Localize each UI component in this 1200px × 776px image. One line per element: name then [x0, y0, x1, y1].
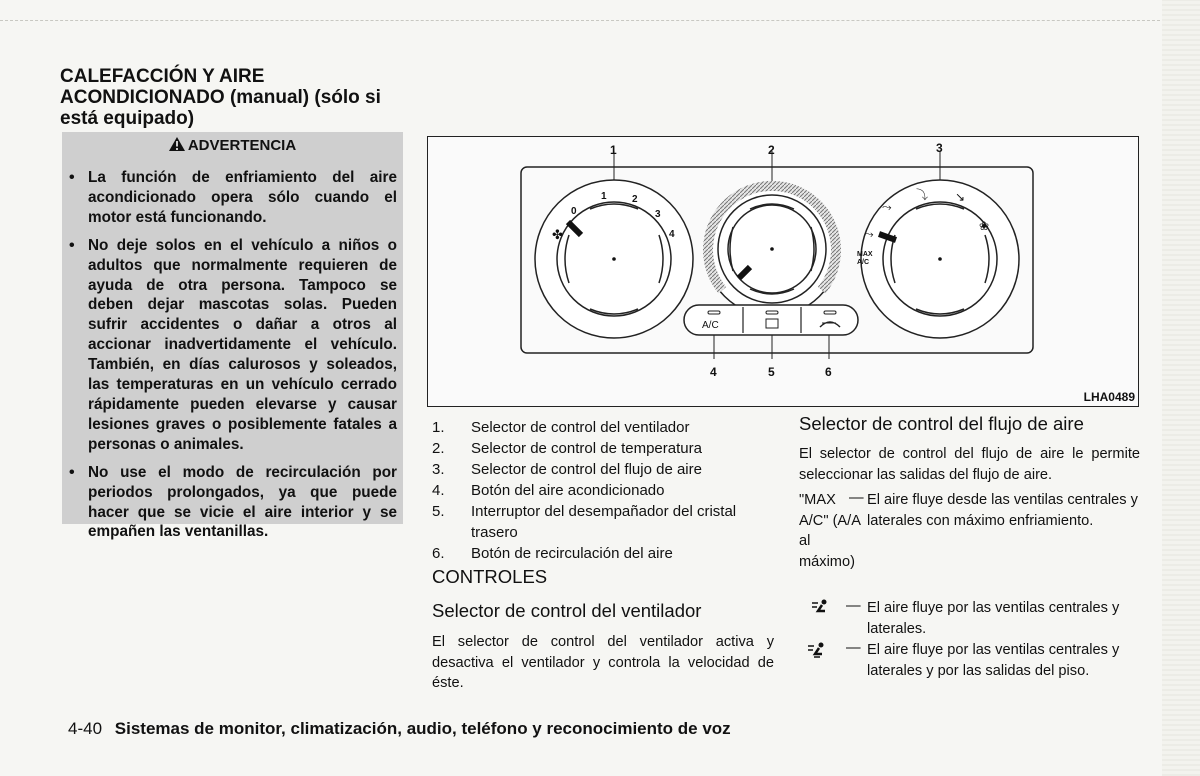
section-title: CALEFACCIÓN Y AIRE ACONDICIONADO (manual) (sólo si está equipado)	[60, 66, 381, 129]
legend-number: 1.	[432, 419, 445, 436]
legend-item	[432, 438, 777, 459]
climate-control-figure	[427, 136, 1139, 407]
callout-2: 2	[768, 143, 775, 157]
warning-list	[62, 168, 403, 542]
callout-5: 5	[768, 365, 775, 379]
legend-item	[432, 501, 777, 543]
legend-number: 5.	[432, 503, 445, 520]
warning-triangle-icon	[169, 137, 185, 151]
max-ac-dash: —	[849, 490, 864, 506]
ac-button-label: A/C	[702, 320, 719, 331]
fan-scale-2: 2	[632, 194, 638, 205]
legend-text: Botón de recirculación del aire	[471, 545, 673, 562]
warning-title: ADVERTENCIA	[187, 137, 297, 154]
controls-heading: CONTROLES	[432, 566, 548, 587]
vent-mode-icon	[810, 598, 832, 616]
legend-text: Interruptor del desempañador del cristal trasero	[471, 503, 737, 541]
legend-text: Selector de control del flujo de aire	[471, 461, 702, 478]
callout-6: 6	[825, 365, 832, 379]
max-ac-mark-line: A/C	[857, 259, 870, 266]
airflow-heading: Selector de control del flujo de aire	[799, 413, 1084, 434]
legend-number: 6.	[432, 545, 445, 562]
vent-mode-text: El aire fluye por las ventilas centrales y laterales.	[867, 600, 1120, 637]
fan-paragraph: El selector de control del ventilador activa y desactiva el ventilador y controla la velocidad de éste.	[432, 634, 774, 691]
defrost-position-icon: ❀	[979, 219, 990, 233]
legend-number: 4.	[432, 482, 445, 499]
legend-item	[432, 480, 777, 501]
bi-level-mode-text: El aire fluye por las ventilas centrales y laterales y por las salidas del piso.	[867, 642, 1120, 679]
fan-scale-0: 0	[571, 206, 577, 217]
fan-heading: Selector de control del ventilador	[432, 600, 702, 621]
vent-mode-dash: —	[846, 598, 861, 614]
callout-3: 3	[936, 141, 943, 155]
warning-item: • No use el modo de recirculación por periodos prolongados, ya que puede hacer que se vicie el aire interior y se empañen las ventanillas.	[69, 463, 397, 543]
fan-symbol-icon: ✤	[552, 228, 563, 243]
legend-number: 3.	[432, 461, 445, 478]
warning-item: • La función de enfriamiento del aire acondicionado opera sólo cuando el motor está funcionando.	[69, 168, 397, 228]
figure-code: LHA0489	[1083, 390, 1135, 404]
fan-scale-3: 3	[655, 209, 661, 220]
vent-position-icon: ⤳	[882, 200, 892, 214]
legend-number: 2.	[432, 440, 445, 457]
floor-position-icon: ↘	[955, 190, 966, 204]
chapter-title: Sistemas de monitor, climatización, audio, teléfono y reconocimiento de voz	[114, 719, 731, 738]
temperature-knob	[705, 182, 839, 316]
callout-1: 1	[610, 143, 617, 157]
page-top-rule	[0, 20, 1165, 21]
legend-item	[432, 417, 777, 438]
max-ac-mark	[857, 251, 873, 267]
bi-level-mode-icon	[806, 641, 828, 659]
max-ac-label: "MAX A/C" (A/A al máximo)	[799, 492, 861, 570]
page-edge-shadow	[1162, 0, 1200, 776]
legend-item	[432, 459, 777, 480]
max-ac-mark-line: MAX	[857, 251, 873, 258]
airflow-paragraph: El selector de control del flujo de aire le permite seleccionar las salidas del flujo de aire.	[799, 446, 1140, 483]
climate-panel-drawing	[428, 137, 1138, 406]
fan-knob	[535, 180, 693, 338]
callout-4: 4	[710, 365, 717, 379]
fan-scale-1: 1	[601, 191, 607, 202]
legend-text: Selector de control del ventilador	[471, 419, 690, 436]
fan-scale-4: 4	[669, 229, 675, 240]
legend-item	[432, 543, 777, 564]
figure-legend	[432, 417, 777, 564]
max-ac-text: El aire fluye desde las ventilas centrales y laterales con máximo enfriamiento.	[867, 492, 1138, 529]
max-vent-icon: ⤳	[864, 227, 874, 241]
legend-text: Botón del aire acondicionado	[471, 482, 665, 499]
bi-level-position-icon: ⤵	[916, 188, 929, 202]
page-number: 4-40	[68, 719, 103, 738]
page-footer	[68, 719, 731, 739]
legend-text: Selector de control de temperatura	[471, 440, 702, 457]
warning-box	[62, 132, 403, 541]
warning-header	[62, 132, 403, 158]
bi-level-mode-dash: —	[846, 640, 861, 656]
warning-item: • No deje solos en el vehículo a niños o adultos que normalmente requieren de ayuda de otra persona. Tampoco se deben dejar mascotas solas. Pueden sufrir accidentes o dañar a otros al accionar inadvertidamente el vehículo. También, en días calurosos y soleados, las temperaturas en un vehículo cerrado rápidamente pueden elevarse y causar lesiones graves o posiblemente fatales a personas o animales.	[69, 236, 397, 455]
